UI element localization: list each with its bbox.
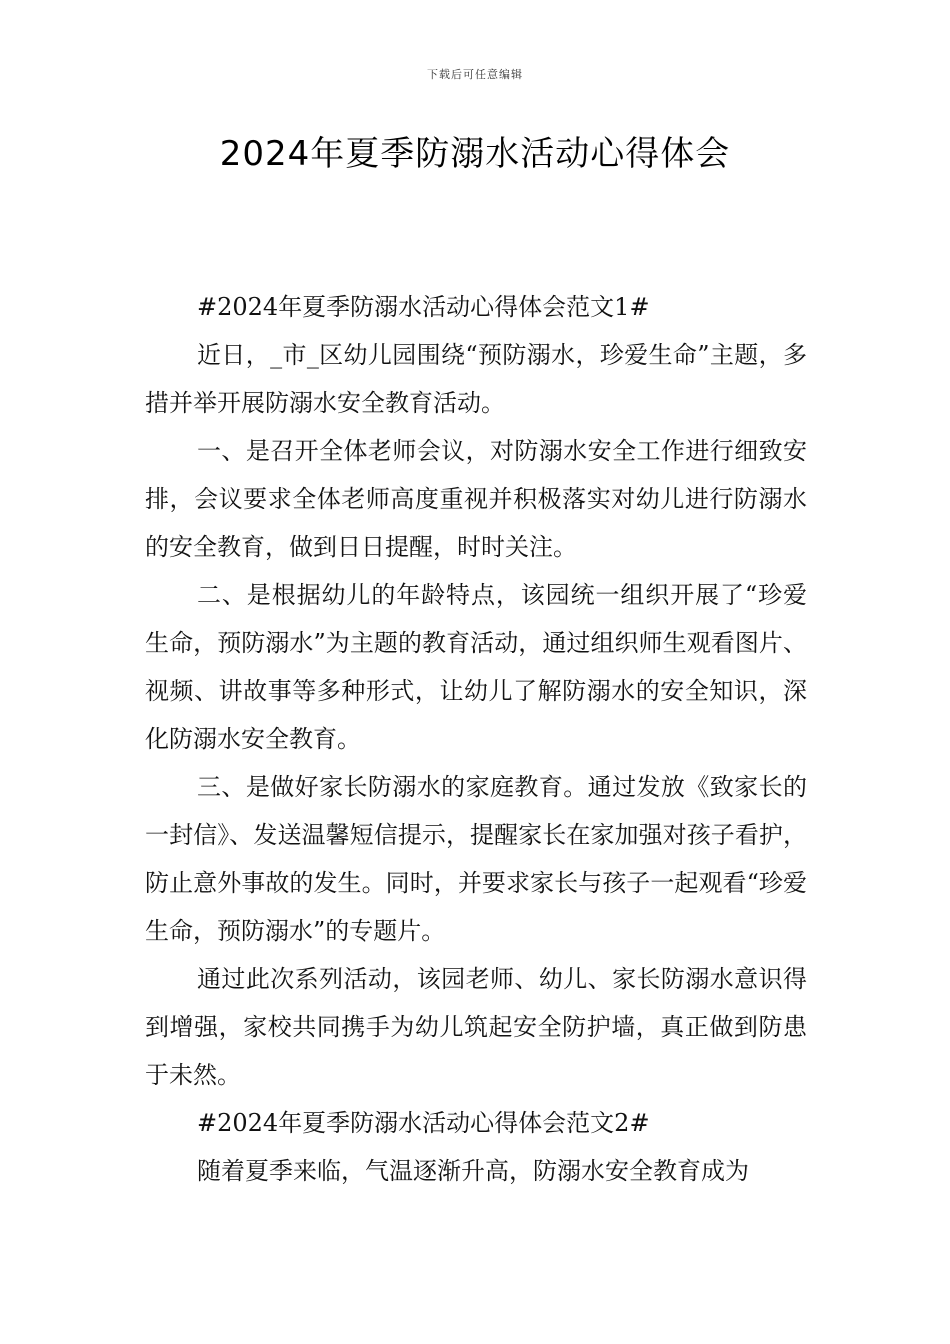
paragraph-5: 通过此次系列活动，该园老师、幼儿、家长防溺水意识得到增强，家校共同携手为幼儿筑起安全防护墙，真正做到防患于未然。 [145, 965, 807, 1089]
paragraph-1: 近日，_市_区幼儿园围绕“预防溺水，珍爱生命”主题，多措并举开展防溺水安全教育活动。 [145, 341, 807, 417]
paragraph-2: 一、是召开全体老师会议，对防溺水安全工作进行细致安排，会议要求全体老师高度重视并积极落实对幼儿进行防溺水的安全教育，做到日日提醒，时时关注。 [145, 437, 807, 561]
document-title: 2024年夏季防溺水活动心得体会 [219, 134, 731, 174]
section-heading-2: #2024年夏季防溺水活动心得体会范文2# [197, 1109, 650, 1137]
section-heading-1: #2024年夏季防溺水活动心得体会范文1# [197, 293, 650, 321]
document-body [145, 283, 807, 1195]
paragraph-4: 三、是做好家长防溺水的家庭教育。通过发放《致家长的一封信》、发送温馨短信提示，提醒家长在家加强对孩子看护，防止意外事故的发生。同时，并要求家长与孩子一起观看“珍爱生命，预防溺水”的专题片。 [145, 773, 807, 945]
paragraph-3: 二、是根据幼儿的年龄特点，该园统一组织开展了“珍爱生命，预防溺水”为主题的教育活动，通过组织师生观看图片、视频、讲故事等多种形式，让幼儿了解防溺水的安全知识，深化防溺水安全教育。 [145, 581, 807, 753]
paragraph-6: 随着夏季来临，气温逐渐升高，防溺水安全教育成为 [197, 1157, 749, 1185]
page-header-note: 下载后可任意编辑 [427, 68, 523, 81]
